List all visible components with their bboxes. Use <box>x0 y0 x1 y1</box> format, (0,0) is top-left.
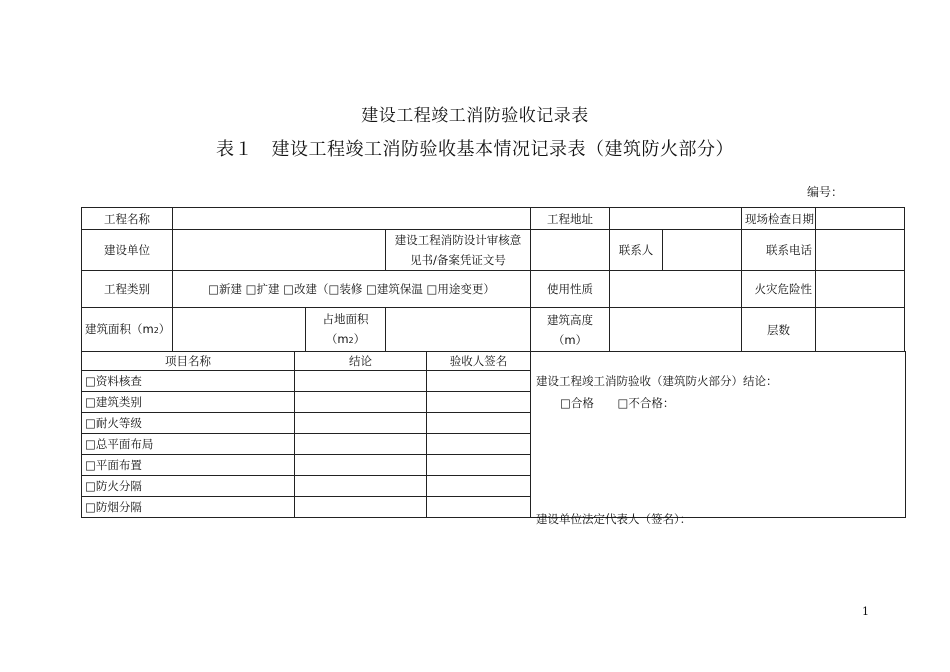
check-item-row[interactable]: □耐火等级 <box>82 413 295 434</box>
conclusion-cell[interactable] <box>295 497 427 518</box>
conclusion-cell[interactable] <box>295 476 427 497</box>
signature-cell[interactable] <box>427 455 531 476</box>
project-type-options[interactable]: □新建 □扩建 □改建（□装修 □建筑保温 □用途变更） <box>173 271 531 308</box>
design-review-line1: 建设工程消防设计审核意 <box>394 233 522 247</box>
label-floors: 层数 <box>742 308 816 352</box>
header-item-name: 项目名称 <box>82 352 295 371</box>
conclusion-cell[interactable] <box>295 392 427 413</box>
height-line2: （m） <box>552 332 588 347</box>
conclusion-cell[interactable] <box>295 371 427 392</box>
check-item-row[interactable]: □建筑类别 <box>82 392 295 413</box>
label-height <box>531 308 610 352</box>
building-area-value[interactable] <box>173 308 306 352</box>
project-name-value[interactable] <box>173 208 531 230</box>
signature-cell[interactable] <box>427 371 531 392</box>
label-land-area <box>306 308 386 352</box>
design-review-line2: 见书/备案凭证文号 <box>410 253 506 267</box>
label-inspection-date: 现场检查日期 <box>742 208 816 230</box>
signature-cell[interactable] <box>427 392 531 413</box>
signature-cell[interactable] <box>427 497 531 518</box>
check-item-row[interactable]: □总平面布局 <box>82 434 295 455</box>
builder-value[interactable] <box>173 230 386 271</box>
result-fail-checkbox[interactable]: □不合格： <box>617 396 675 410</box>
floors-value[interactable] <box>816 308 905 352</box>
fire-hazard-value[interactable] <box>816 271 905 308</box>
check-items-table <box>81 351 906 526</box>
land-area-line1: 占地面积 <box>322 311 369 326</box>
result-title: 建设工程竣工消防验收（建筑防火部分）结论： <box>536 374 778 388</box>
label-phone: 联系电话 <box>742 230 816 271</box>
label-fire-hazard: 火灾危险性 <box>742 271 816 308</box>
height-value[interactable] <box>610 308 742 352</box>
label-project-address: 工程地址 <box>531 208 610 230</box>
signature-cell[interactable] <box>427 434 531 455</box>
land-area-value[interactable] <box>386 308 531 352</box>
result-pass-checkbox[interactable]: □合格 <box>560 396 594 410</box>
table-title: 表１ 建设工程竣工消防验收基本情况记录表（建筑防火部分） <box>216 139 734 160</box>
check-item-row[interactable]: □防烟分隔 <box>82 497 295 518</box>
document-title: 建设工程竣工消防验收记录表 <box>361 106 589 126</box>
check-item-row[interactable]: □防火分隔 <box>82 476 295 497</box>
label-contact: 联系人 <box>610 230 663 271</box>
signature-cell[interactable] <box>427 476 531 497</box>
land-area-line2: （m2） <box>325 331 366 346</box>
check-item-row[interactable]: □平面布置 <box>82 455 295 476</box>
contact-value[interactable] <box>663 230 742 271</box>
header-conclusion: 结论 <box>295 352 427 371</box>
label-builder: 建设单位 <box>82 230 173 271</box>
project-address-value[interactable] <box>610 208 742 230</box>
legal-rep-signature: 建设单位法定代表人（签名）： <box>536 512 692 526</box>
result-panel <box>531 352 906 526</box>
phone-value[interactable] <box>816 230 905 271</box>
label-design-review <box>386 230 531 271</box>
serial-number-label: 编号： <box>807 185 844 199</box>
height-line1: 建筑高度 <box>547 312 594 327</box>
result-options <box>560 396 694 410</box>
label-usage: 使用性质 <box>531 271 610 308</box>
page-number: 1 <box>862 605 869 618</box>
usage-value[interactable] <box>610 271 742 308</box>
signature-cell[interactable] <box>427 413 531 434</box>
conclusion-cell[interactable] <box>295 434 427 455</box>
check-item-row[interactable]: □资料核查 <box>82 371 295 392</box>
label-project-type: 工程类别 <box>82 271 173 308</box>
conclusion-cell[interactable] <box>295 413 427 434</box>
label-project-name: 工程名称 <box>82 208 173 230</box>
basic-info-grid <box>81 207 905 352</box>
design-review-value[interactable] <box>531 230 610 271</box>
inspection-date-value[interactable] <box>816 208 905 230</box>
label-building-area: 建筑面积（m2） <box>82 308 173 352</box>
header-inspector-signature: 验收人签名 <box>427 352 531 371</box>
conclusion-cell[interactable] <box>295 455 427 476</box>
